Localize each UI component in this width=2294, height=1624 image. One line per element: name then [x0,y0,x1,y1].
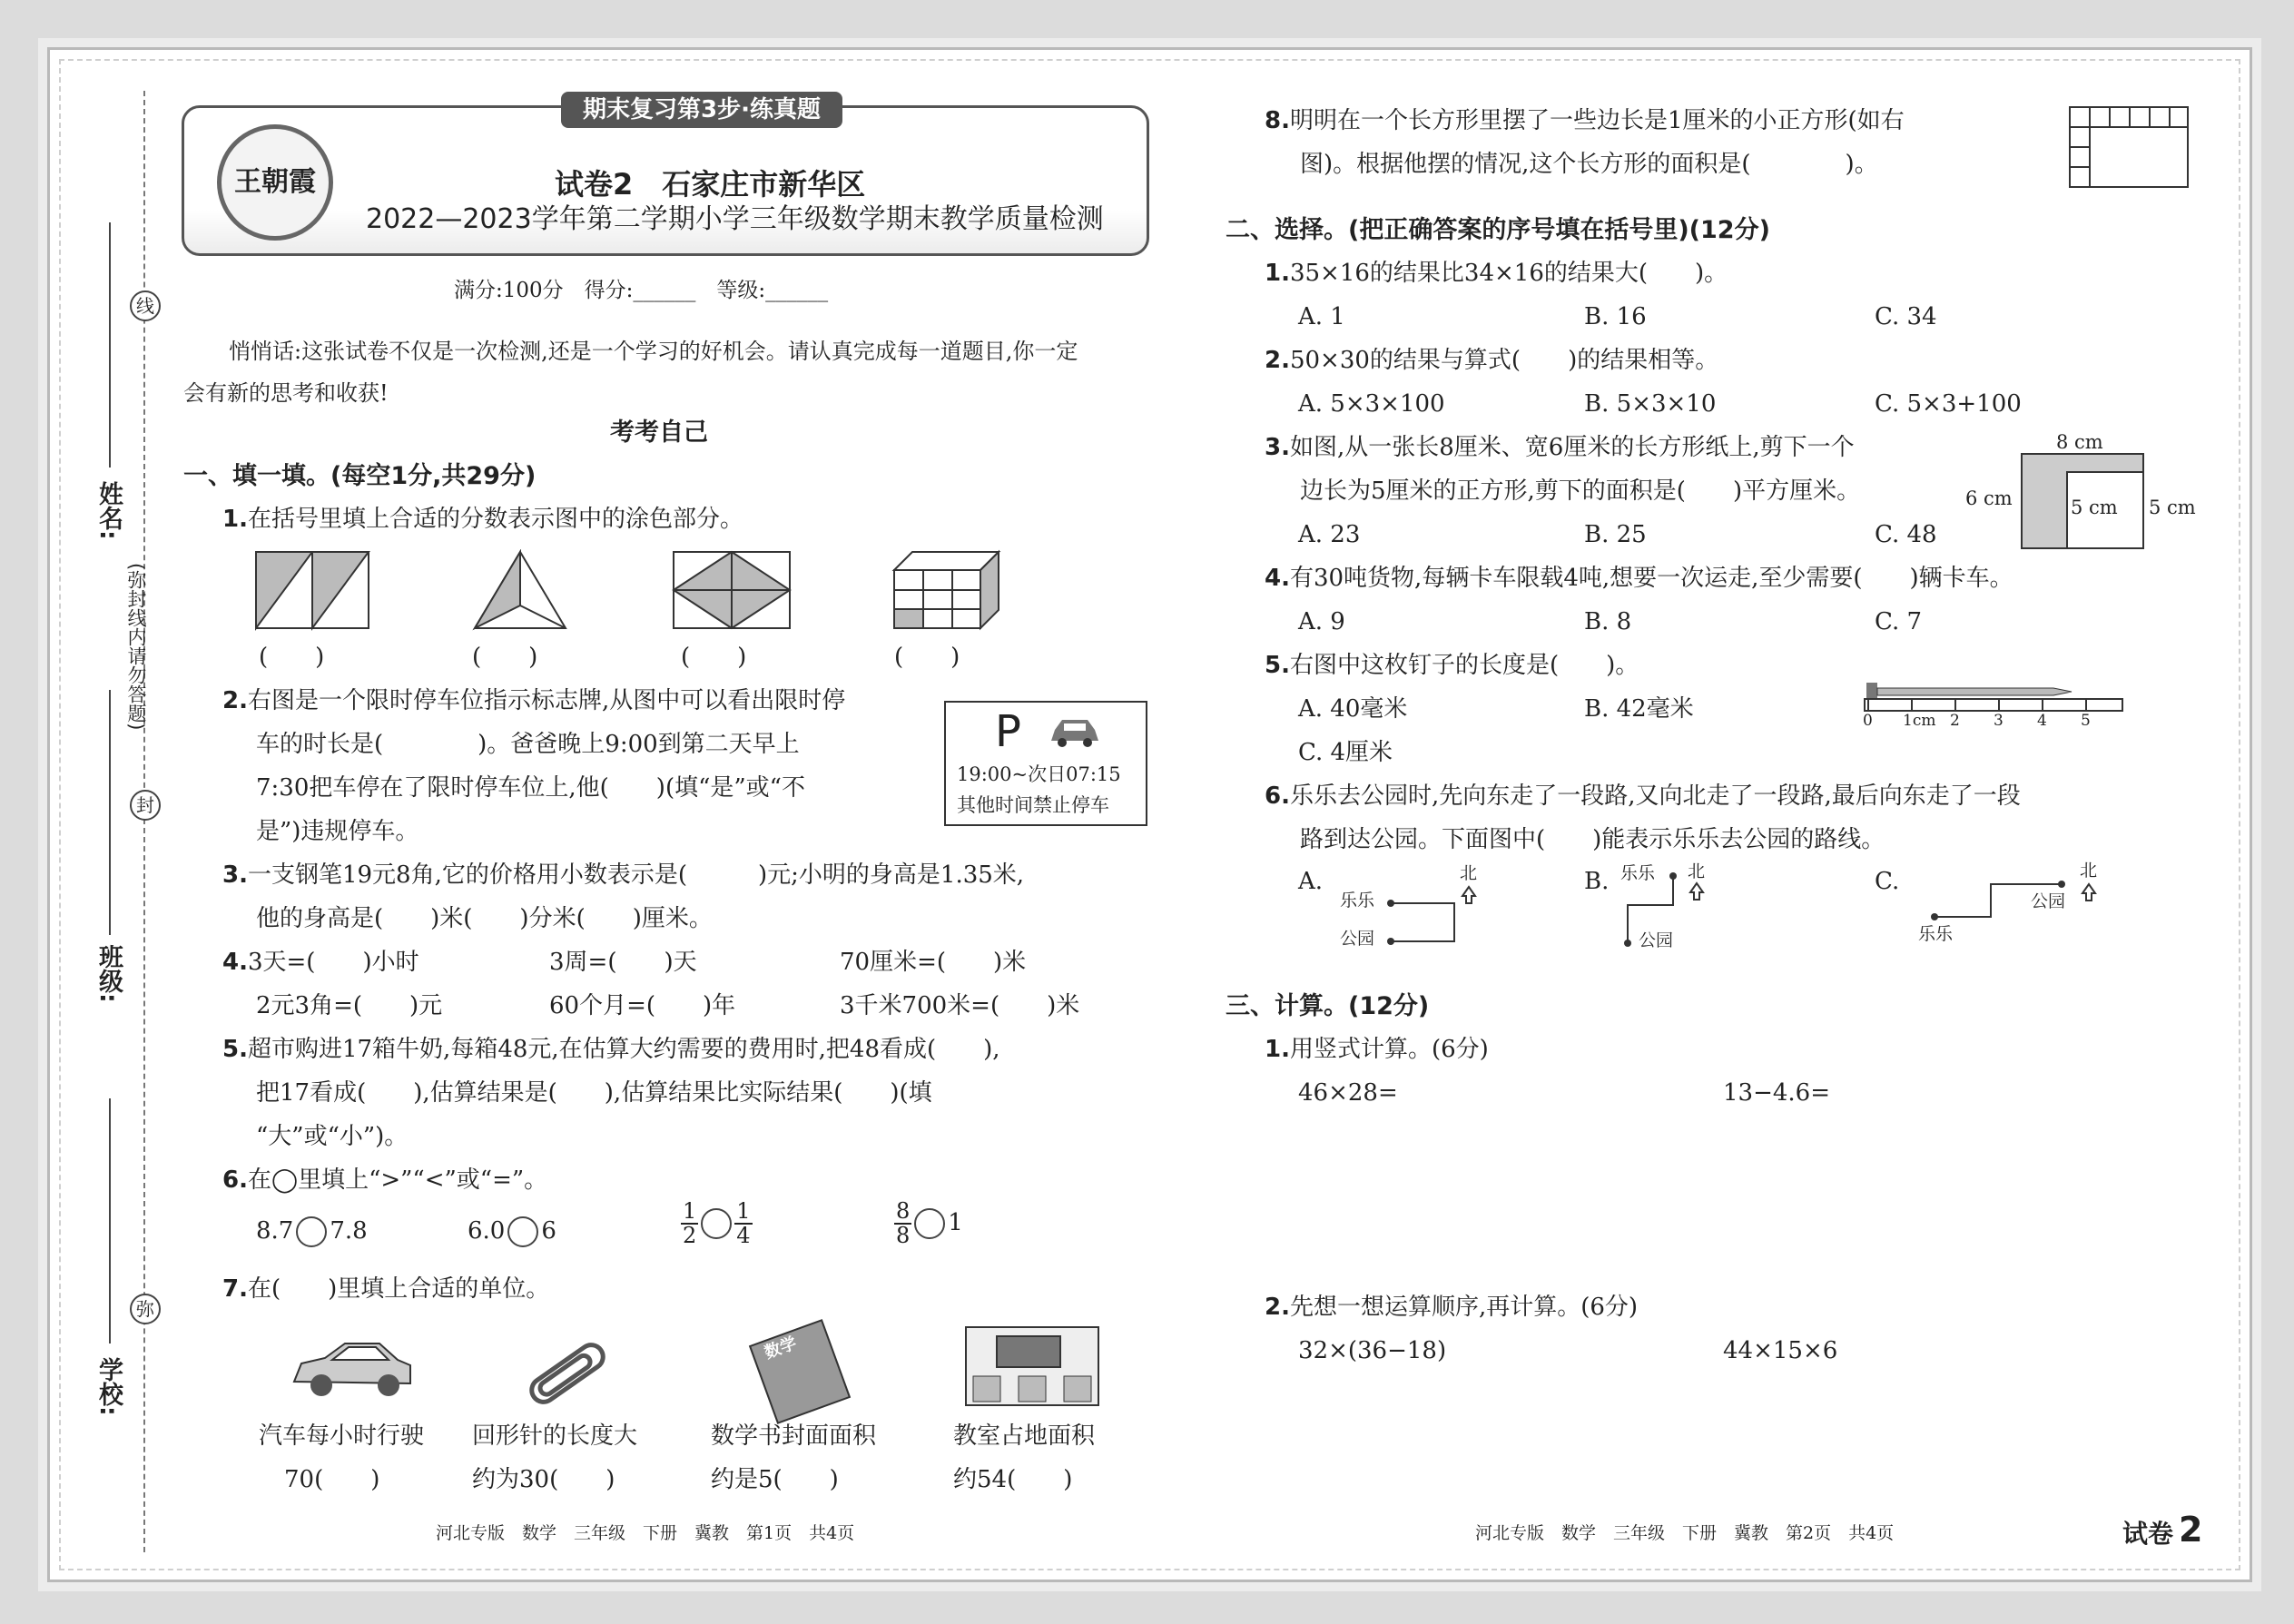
fraction: $\frac{1}{4}$ [736,1198,751,1249]
q2-3-option-b[interactable]: B. 25 [1584,521,1647,548]
q1-2-line3: 7:30把车停在了限时停车位上,他( )(填“是”或“不 [256,774,805,802]
paper-label: 试卷 [2122,1519,2174,1549]
exam-title: 试卷2 石家庄市新华区 [555,167,866,202]
book-label: 数学 [762,1334,800,1363]
route-diagram-b [1620,861,1748,958]
route-option-a[interactable]: A. [1298,868,1324,895]
part1-heading: 一、填一填。(每空1分,共29分) [183,462,537,490]
seal-char-mi: 弥 [130,1294,161,1324]
q2-6: 6.乐乐去公园时,先向东走了一段路,又向北走了一段路,最后向东走了一段 [1265,782,2021,810]
compare-a: 8.7 7.8 [256,1216,368,1247]
car-icon [1048,715,1102,748]
classroom-picture [964,1325,1100,1407]
q2-5: 5.右图中这枚钉子的长度是( )。 [1265,652,1639,679]
route-option-c[interactable]: C. [1875,868,1900,895]
ruler-label-2: 2 [1950,712,1960,730]
q1-2-line4: 是”)违规停车。 [256,818,419,845]
compare-c [681,1200,753,1247]
compare-d: $\frac{8}{8}$ 1 [896,1198,963,1249]
unit-car-blank[interactable]: 70( ) [284,1466,380,1493]
exam-subtitle: 2022—2023学年第二学期小学三年级数学期末教学质量检测 [366,203,1104,235]
brand-logo: 王朝霞 [217,124,333,241]
q2-5-option-a[interactable]: A. 40毫米 [1298,695,1408,723]
q2-2: 2.50×30的结果与算式( )的结果相等。 [1265,347,1719,374]
q1-4-d: 2元3角=( )元 [256,992,443,1019]
q2-5-option-c[interactable]: C. 4厘米 [1298,739,1393,766]
q1-1: 1.在括号里填上合适的分数表示图中的涂色部分。 [222,506,743,533]
route-a-start: 乐乐 [1340,891,1375,910]
cut-square-figure [1965,427,2220,563]
tile-rectangle-figure [2068,105,2191,189]
route-a-north: 北 [1460,863,1478,883]
q1-4-c: 70厘米=( )米 [840,949,1027,976]
unit-room-blank[interactable]: 约54( ) [953,1466,1073,1493]
route-a-end: 公园 [1340,929,1375,949]
q2-3-line2: 边长为5厘米的正方形,剪下的面积是( )平方厘米。 [1300,477,1861,505]
q3-1: 1.用竖式计算。(6分) [1265,1036,1489,1063]
q1-8: 8.明明在一个长方形里摆了一些边长是1厘米的小正方形(如右 [1265,107,1905,134]
expression-1: 46×28= [1298,1079,1398,1107]
fig-label-inner: 5 cm [2071,497,2118,518]
q2-6-line2: 路到达公园。下面图中( )能表示乐乐去公园的路线。 [1300,826,1885,853]
q2-1-option-b[interactable]: B. 16 [1584,303,1647,330]
q1-8-line2: 图)。根据他摆的情况,这个长方形的面积是( )。 [1300,151,1878,178]
q2-3-option-c[interactable]: C. 48 [1875,521,1937,548]
parking-p: P [995,706,1021,757]
route-c-north: 北 [2080,861,2098,881]
compare-b: 6.0 6 [468,1216,556,1247]
unit-clip-label: 回形针的长度大 [472,1422,638,1450]
q2-1-option-a[interactable]: A. 1 [1298,303,1345,330]
footer-right: 河北专版 数学 三年级 下册 冀教 第2页 共4页 [1475,1523,1895,1543]
route-b-start: 乐乐 [1620,863,1656,883]
q1-4-b: 3周=( )天 [549,949,697,976]
unit-book-label: 数学书封面面积 [711,1422,877,1450]
q2-5-option-b[interactable]: B. 42毫米 [1584,695,1694,723]
fraction: $\frac{1}{2}$ [683,1198,697,1249]
unit-room-label: 教室占地面积 [953,1422,1096,1450]
figure-triangle [475,552,566,628]
q2-1-option-c[interactable]: C. 34 [1875,303,1937,330]
compare-circle-b[interactable] [507,1216,538,1247]
route-b-north: 北 [1688,861,1706,881]
answer-blank-2[interactable]: ( ) [472,644,538,671]
car-picture [289,1336,416,1400]
figure-squares [256,552,369,628]
q1-5-line2: 把17看成( ),估算结果是( ),估算结果比实际结果( )(填 [256,1079,932,1107]
fig-label-right: 5 cm [2149,497,2196,518]
class-label: 班级: [94,944,123,1003]
exam-header [182,96,1149,256]
expression-4: 44×15×6 [1723,1337,1838,1364]
compare-circle-d[interactable] [914,1208,945,1239]
q3-2: 2.先想一想运算顺序,再计算。(6分) [1265,1294,1639,1321]
q2-2-option-c[interactable]: C. 5×3+100 [1875,390,2022,418]
q1-7: 7.在( )里填上合适的单位。 [222,1275,550,1303]
route-c-start: 乐乐 [1918,924,1954,944]
q2-4: 4.有30吨货物,每辆卡车限载4吨,想要一次运走,至少需要( )辆卡车。 [1265,565,2013,592]
route-c-end: 公园 [2031,891,2066,911]
q2-4-option-c[interactable]: C. 7 [1875,608,1923,635]
parking-note: 其他时间禁止停车 [957,794,1109,816]
seal-note: (弥封线内请勿答题) [125,563,147,731]
ruler-label-0: 0 [1863,712,1873,730]
route-b-end: 公园 [1639,930,1674,950]
answer-blank-3[interactable]: ( ) [681,644,747,671]
paper-number: 2 [2179,1510,2203,1550]
intro-text-2: 会有新的思考和收获! [183,380,389,406]
q1-3-line2: 他的身高是( )米( )分米( )厘米。 [256,905,713,932]
answer-blank-4[interactable]: ( ) [894,644,960,671]
q2-4-option-b[interactable]: B. 8 [1584,608,1632,635]
expression-3: 32×(36−18) [1298,1337,1447,1364]
part2-heading: 二、选择。(把正确答案的序号填在括号里)(12分) [1226,216,1770,244]
q2-1: 1.35×16的结果比34×16的结果大( )。 [1265,260,1728,287]
unit-car-label: 汽车每小时行驶 [259,1422,425,1450]
route-diagram-a [1334,863,1498,958]
part3-heading: 三、计算。(12分) [1226,992,1430,1020]
figure-rectangle [674,552,790,628]
route-diagram-c [1911,861,2120,960]
footer-left: 河北专版 数学 三年级 下册 冀教 第1页 共4页 [436,1523,855,1543]
parking-sign [944,701,1147,826]
ruler-label-3: 3 [1994,712,2004,730]
q1-3: 3.一支钢笔19元8角,它的价格用小数表示是( )元;小明的身高是1.35米, [222,861,1025,889]
ruler-figure [1863,674,2126,737]
compare-circle-c[interactable] [701,1208,732,1239]
q1-5: 5.超市购进17箱牛奶,每箱48元,在估算大约需要的费用时,把48看成( ), [222,1036,1000,1063]
fig-label-left: 6 cm [1965,487,2013,509]
fig-label-top: 8 cm [2056,431,2103,453]
fraction-figures [254,549,1026,633]
class-field-line [109,690,111,935]
q2-2-option-b[interactable]: B. 5×3×10 [1584,390,1717,418]
q2-3: 3.如图,从一张长8厘米、宽6厘米的长方形纸上,剪下一个 [1265,434,1855,461]
unit-clip-blank[interactable]: 约为30( ) [472,1466,615,1493]
q2-4-option-a[interactable]: A. 9 [1298,608,1345,635]
intro-text: 悄悄话:这张试卷不仅是一次检测,还是一个学习的好机会。请认真完成每一道题目,你一定 [229,339,1078,364]
name-field-line [109,222,111,468]
ruler-label-5: 5 [2081,712,2091,730]
parking-time: 19:00~次日07:15 [957,763,1121,785]
q1-4-e: 60个月=( )年 [549,992,736,1019]
expression-2: 13−4.6= [1723,1079,1831,1107]
q1-5-line3: “大”或“小”)。 [256,1123,409,1150]
review-step-tag: 期末复习第3步·练真题 [561,92,842,128]
school-label: 学校: [94,1357,123,1416]
school-field-line [109,1098,111,1343]
section-heading: 考考自己 [610,418,708,447]
seal-char-xian: 线 [130,290,161,321]
unit-book-blank[interactable]: 约是5( ) [711,1466,839,1493]
figure-cuboid [894,552,999,628]
ruler-label-1: 1cm [1903,712,1936,730]
q2-2-option-a[interactable]: A. 5×3×100 [1298,390,1445,418]
name-label: 姓名: [94,481,123,540]
q1-4-f: 3千米700米=( )米 [840,992,1080,1019]
nail-and-ruler [1863,674,2126,712]
score-line: 满分:100分 得分:______ 等级:______ [454,279,829,302]
q2-3-option-a[interactable]: A. 23 [1298,521,1361,548]
q1-2: 2.右图是一个限时停车位指示标志牌,从图中可以看出限时停 [222,687,846,714]
route-option-b[interactable]: B. [1584,868,1610,895]
q1-4: 4.3天=( )小时 [222,949,419,976]
q1-2-line2: 车的时长是( )。爸爸晚上9:00到第二天早上 [256,731,800,758]
q1-6: 6.在◯里填上“>”“<”或“=”。 [222,1166,548,1194]
answer-blank-1[interactable]: ( ) [259,644,325,671]
seal-char-feng: 封 [130,790,161,821]
fraction: $\frac{8}{8}$ [896,1198,911,1249]
ruler-label-4: 4 [2037,712,2047,730]
paper-clip-picture [517,1342,617,1405]
compare-circle-a[interactable] [296,1216,327,1247]
